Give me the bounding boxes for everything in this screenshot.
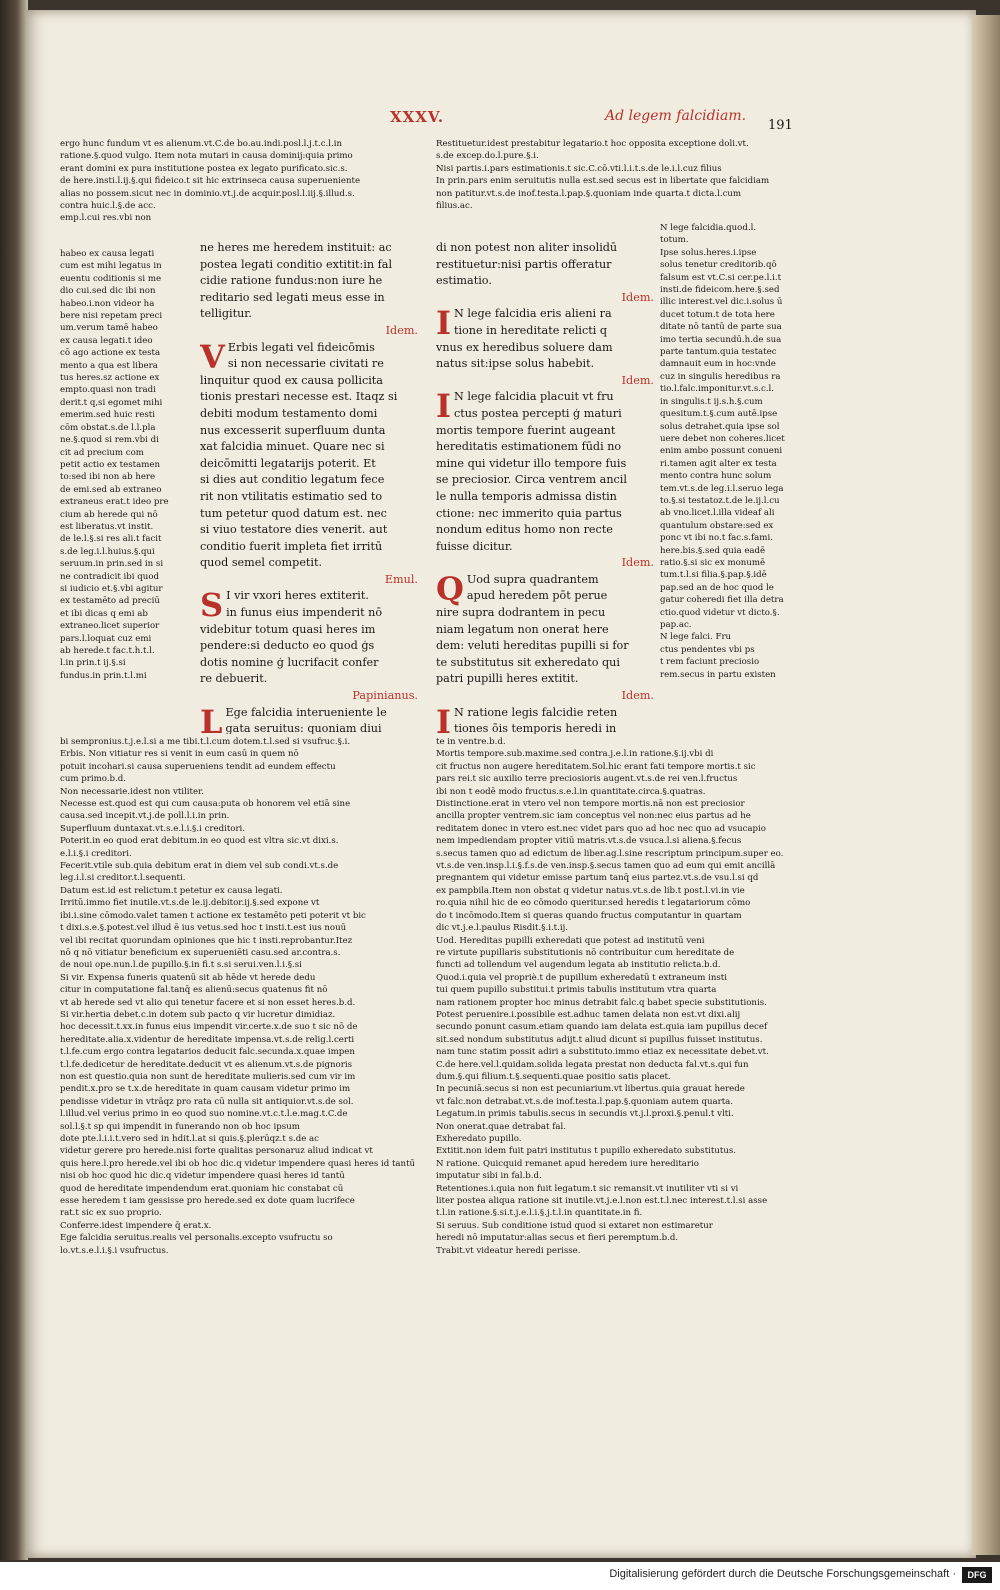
text-line: uere debet non coheres.licet <box>660 433 785 444</box>
text-line: t.l.fe.cum ergo contra legatarios deducit falc.secunda.x.quae impen <box>60 1047 355 1058</box>
text-line: Restituetur.idest prestabitur legatario.t hoc opposita exceptione doli.vt. <box>436 139 749 149</box>
text-line: Si seruus. Sub conditione istud quod si extaret non estimaretur <box>436 1220 713 1231</box>
text-line: petit actio ex testamen <box>60 459 160 470</box>
text-line: to.§.si testatoz.t.de le.ij.l.cu <box>660 495 780 506</box>
text-line: Ipse solus.heres.i.ipse <box>660 247 757 258</box>
text-line: ne heres me heredem instituit: ac <box>200 241 392 254</box>
text-line: damnauit eum in hoc:vnde <box>660 359 776 370</box>
text-line: gata seruitus: quoniam diui <box>225 722 382 734</box>
text-line: tum.t.l.si filia.§.pap.§.idē <box>660 570 767 581</box>
text-line: parte tantum.quia testatec <box>660 347 777 358</box>
text-line: tiones ōis temporis heredi in <box>453 722 617 734</box>
text-line: lo.vt.s.e.l.i.§.i vsufructus. <box>60 1245 169 1256</box>
rubric: Idem. <box>621 556 654 570</box>
text-line: nisi ob hoc quod hic dic.q videtur impendere quasi heres id tantū <box>60 1171 345 1182</box>
text-line: rit non vtilitatis estimatio sed to <box>200 489 383 503</box>
main-right-opening <box>436 240 654 290</box>
text-line: tum petetur quod datum est. nec <box>200 506 387 520</box>
text-line: totum. <box>660 235 689 246</box>
text-line: te in ventre.b.d. <box>436 737 506 747</box>
text-line: filius.ac. <box>436 201 473 212</box>
text-line: vnus ex heredibus soluere dam <box>436 340 613 354</box>
text-line: emp.l.cui res.vbi non <box>60 213 152 224</box>
rubric: Papinianus. <box>352 689 418 703</box>
text-line: tio.l.falc.imponitur.vt.s.c.l. <box>660 384 774 395</box>
text-line: imputatur sibi in fal.b.d. <box>436 1171 542 1182</box>
rubric: Idem. <box>621 373 654 387</box>
text-line: N ratione. Quicquid remanet apud heredem iure hereditario <box>436 1158 699 1169</box>
text-line: Exheredato pupillo. <box>436 1134 522 1144</box>
text-line: habeo.i.non videor ha <box>60 298 155 309</box>
text-line: linquitur quod ex causa pollicita <box>200 373 383 387</box>
text-line: dote pte.l.i.i.t.vero sed in hdit.l.at si quis.§.plerūqz.t s.de ac <box>60 1134 319 1144</box>
text-line: seruum.in prin.sed in si <box>60 559 164 570</box>
text-line: pendere:si deducto eo quod ģs <box>200 639 375 653</box>
running-title: Ad legem falcidiam. <box>605 108 747 124</box>
main-left-opening <box>200 240 418 323</box>
text-line: hereditate.alia.x.videntur de hereditate impensa.vt.s.de relig.l.certi <box>60 1034 355 1045</box>
rubric: Emul. <box>384 572 418 586</box>
text-line: conditio fuerit impleta fiet irritū <box>200 539 383 553</box>
text-line: telligitur. <box>200 307 252 321</box>
text-line: l.illud.vel verius primo in eo quod suo nomine.vt.c.t.l.e.mag.t.C.de <box>60 1109 348 1120</box>
text-line: falsum est vt.C.si cer.pe.l.i.t <box>660 272 782 283</box>
text-line: Datum est.id est relictum.t petetur ex causa legati. <box>60 885 283 896</box>
text-line: Si vir.hertia debet.c.in dotem sub pacto q vir lucretur dimidiaz. <box>60 1009 336 1020</box>
text-line: ex testamēto ad preciū <box>60 596 160 607</box>
text-line: citur in computatione fal.tanq̄ es alienū:secus quatenus fit nō <box>60 985 328 996</box>
gloss-right-bottom <box>436 736 826 1334</box>
text-line: ditate nō tantū de parte sua <box>660 322 782 333</box>
text-line: Legatum.in primis tabulis.secus in secundis vt.j.l.proxi.§.penul.t vlti. <box>436 1109 734 1120</box>
text-line: de noui ope.nun.l.de pupillo.§.in fi.t s.si serui.ven.l.i.§.si <box>60 960 302 971</box>
text-line: ro.quia nihil hic de eo cōmodo queritur.sed heredis t legatariorum cōmo <box>436 898 751 909</box>
text-line: ancilla propter ventrem.sic iam conceptus vel non:nec eius partus ad he <box>436 811 751 822</box>
text-line: N lege falci. Fru <box>660 632 732 643</box>
text-line: s.secus tamen quo ad edictum de liber.ag.l.sine rescriptum principum.super eo. <box>436 848 784 859</box>
red-initial-letter: S <box>200 586 224 625</box>
text-line: natus sit:ipse solus habebit. <box>436 357 595 371</box>
page-number: 191 <box>768 118 793 133</box>
gloss-right-side <box>660 222 828 734</box>
text-line: habeo ex causa legati <box>60 249 155 259</box>
text-line: se preciosior. Circa ventrem ancil <box>436 473 627 487</box>
text-line: t rem faciunt preciosio <box>660 657 760 668</box>
text-line: ergo hunc fundum vt es alienum.vt.C.de bo.au.indi.posl.l.j.t.c.l.in <box>60 139 343 149</box>
text-line: mortis tempore fuerint augeant <box>436 423 616 437</box>
text-line: Fecerit.vtile sub.quia debitum erat in diem vel sub condi.vt.s.de <box>60 861 339 872</box>
text-line: to:sed ibi non ab here <box>60 472 156 483</box>
text-line: di non potest non aliter insolidū <box>436 241 618 254</box>
left-page-edge <box>0 0 28 1560</box>
text-line: tus heres.sz actione ex <box>60 373 160 384</box>
main-text-right <box>436 240 654 734</box>
text-line: le nulla temporis admissa distin <box>436 489 617 503</box>
rubric: Idem. <box>621 689 654 703</box>
text-line: in singulis.t ij.s.h.§.cum <box>660 396 763 407</box>
text-line: non patitur.vt.s.de inof.testa.l.pap.§.quoniam inde quarta.t dicta.l.cum <box>436 188 742 199</box>
text-line: tui quem pupillo substitui.t primis tabulis institutum vtra quarta <box>436 985 717 996</box>
text-line: um.verum tamē habeo <box>60 323 158 334</box>
text-line: nō q nō vitiatur beneficium ex superueniēti casu.sed ar.contra.s. <box>60 947 341 958</box>
text-line: secundo ponunt casum.etiam quando iam delata est.quia iam pupillus decef <box>436 1022 768 1033</box>
text-line: illic interest.vel dic.i.solus ū <box>660 297 783 308</box>
text-line: s.de leg.i.l.huius.§.qui <box>60 546 155 557</box>
text-line: ratio.§.si sic ex monumē <box>660 557 766 568</box>
text-line: do t incōmodo.Item si queras quando fructus computantur in quartam <box>436 910 742 921</box>
text-line: Quod.i.quia vel propriè.t de pupillum exheredatū t extraneum insti <box>436 972 728 983</box>
text-line: cuz in singulis heredibus ra <box>660 371 781 382</box>
text-line: nus excesserit superfluum dunta <box>200 423 386 437</box>
text-line: potuit incohari.si causa superueniens tendit ad eundem effectu <box>60 761 336 772</box>
text-line: pregnantem qui videtur emisse partum tanq̄ eius partez.vt.s.de vsu.l.si qd <box>436 873 759 884</box>
text-line: nondum editus homo non recte <box>436 523 613 537</box>
text-line: Nisi partis.i.pars estimationis.t sic.C.cō.vti.l.i.t.s.de le.i.l.cuz filius <box>436 163 722 174</box>
text-line: videtur gerere pro herede.nisi forte qualitas personaruz aliud indicat vt <box>60 1146 373 1157</box>
text-line: ibi non t eodē modo fructus.s.e.l.in quantitate.circa.§.quatras. <box>436 786 706 797</box>
text-line: niam legatum non onerat here <box>436 622 609 636</box>
text-line: e.l.i.§.i creditori. <box>60 848 132 859</box>
text-line: Ege falcidia interueniente le <box>225 705 387 719</box>
text-line: s.de excep.do.l.pure.§.i. <box>436 151 539 162</box>
text-line: cium ab herede qui nō <box>60 509 158 520</box>
text-line: Erbis legati vel fideicōmis <box>227 340 375 354</box>
text-line: si viuo testatore dies venerit. aut <box>200 523 388 537</box>
text-line: Trabit.vt videatur heredi perisse. <box>436 1245 581 1256</box>
main-right-para2 <box>436 389 654 555</box>
red-initial-letter: I <box>436 387 451 426</box>
text-line: pars.l.loquat cuz emi <box>60 633 152 644</box>
main-left-para2 <box>200 588 418 688</box>
red-initial-letter: V <box>200 337 225 376</box>
text-line: gatur coheredi fiet illa detra <box>660 595 784 606</box>
text-line: cum primo.b.d. <box>60 774 126 785</box>
text-line: In pecuniā.secus si non est pecuniarium.vt libertus.quia grauat herede <box>436 1084 745 1095</box>
text-line: dotis nomine ģ lucrifacit confer <box>200 655 379 669</box>
text-line: insti.de fideicom.here.§.sed <box>660 285 780 296</box>
text-line: esse heredem t iam gessisse pro herede.sed ex dote quam lucrifece <box>60 1196 355 1207</box>
text-line: ibi.i.sine cōmodo.valet tamen t actione ex testamēto peti poterit vt bic <box>60 910 366 921</box>
text-line: debiti modum testamento domi <box>200 406 378 420</box>
text-line: reditario sed legati meus esse in <box>200 290 385 304</box>
text-line: ratione.§.quod vulgo. Item nota mutari in causa dominij:quia primo <box>60 151 353 162</box>
text-line: I vir vxori heres extiterit. <box>226 589 369 603</box>
text-line: heredi nō imputatur:alias secus et fieri peremptum.b.d. <box>436 1233 679 1244</box>
text-line: pendit.x.pro se t.x.de hereditate in quam causam videtur primo im <box>60 1084 351 1095</box>
text-line: erant domini ex pura institutione postea ex legato purificato.sic.s. <box>60 163 348 174</box>
text-line: cit ad precium com <box>60 447 144 458</box>
right-page-edge <box>972 15 1000 1555</box>
text-line: postea legati conditio extitit:in fal <box>200 257 393 271</box>
red-initial-letter: L <box>200 702 223 734</box>
text-line: extraneus erat.t ideo pre <box>60 497 169 508</box>
text-line: ctus pendentes vbi ps <box>660 644 755 655</box>
text-line: quis here.l.pro herede.vel ibi ob hoc dic.q videtur impendere quasi heres id tantū <box>60 1158 416 1169</box>
text-line: cō ago actione ex testa <box>60 348 161 359</box>
text-line: sit.sed nondum substitutus adijt.t aliud dicunt si pupillus fuisset institutus. <box>436 1034 763 1045</box>
text-line: extraneo.licet superior <box>60 621 160 632</box>
text-line: t.l.fe.dedicetur de hereditate.deducit vt es alienum.vt.s.de pignoris <box>60 1059 352 1070</box>
text-line: Uod supra quadrantem <box>466 572 599 586</box>
footer-credit: Digitalisierung gefördert durch die Deutsche Forschungsgemeinschaft · <box>609 1568 956 1580</box>
text-line: ne contradicit ibi quod <box>60 571 159 582</box>
text-line: dum.§.qui filium.t.§.sequenti.quae positio satis placet. <box>436 1071 671 1082</box>
text-line: quod de hereditate impendendum erat.quoniam hic constabat cū <box>60 1183 344 1194</box>
text-line: re virtute pupillaris substitutionis nō contribuitur cum hereditate de <box>436 947 735 958</box>
text-line: solus tenetur creditorib.qō <box>660 260 777 271</box>
text-line: contra huic.l.§.de acc. <box>60 201 156 212</box>
text-line: N lege falcidia.quod.l. <box>660 223 757 233</box>
text-line: estimatio. <box>436 274 492 288</box>
text-line: nem impediendam propter vitiū matris.vt.s.de vsuca.l.si aliena.§.fecus <box>436 836 742 847</box>
text-line: N ratione legis falcidie reten <box>453 705 618 719</box>
text-line: est liberatus.vt instit. <box>60 521 154 532</box>
text-line: Distinctione.erat in vtero vel non tempore mortis.nā non est preciosior <box>436 799 745 810</box>
text-line: vel ibi recitat quorundam opiniones que hic t insti.reprobantur.Itez <box>60 935 353 946</box>
text-line: vt ab herede sed vt alio qui tenetur facere et si non esset heres.b.d. <box>60 997 356 1008</box>
text-line: pap.ac. <box>660 620 692 630</box>
text-line: xat falcidia minuet. Quare nec si <box>200 440 385 454</box>
text-line: solus detrahet.quia ipse sol <box>660 421 780 432</box>
text-line: ab herede.t fac.t.h.t.l. <box>60 646 155 656</box>
text-line: t dixi.s.e.§.potest.vel illud ē ius vetus.sed hoc t insti.t.est ius nouū <box>60 923 347 934</box>
main-right-para3 <box>436 569 654 688</box>
text-line: alias no possem.sicut nec in dominio.vt.j.de acquir.posl.l.iij.§.illud.s. <box>60 188 355 199</box>
text-line: functi ad tollendum vel augendum legata ab institutio relicta.b.d. <box>436 960 721 971</box>
text-line: videbitur totum quasi heres im <box>200 622 376 636</box>
text-line: Potest peruenire.i.possibile est.adhuc tamen delata non est.vt dixi.alij <box>436 1009 741 1020</box>
text-line: Retentiones.i.quia non fuit legatum.t sic remansit.vt inutiliter vti si vi <box>436 1183 739 1194</box>
text-line: restituetur:nisi partis offeratur <box>436 257 612 271</box>
main-left-para1 <box>200 337 418 572</box>
text-line: dio cui.sed dic ibi non <box>60 286 156 297</box>
text-line: enim ambo possunt conueni <box>660 446 783 457</box>
text-line: Conferre.idest impendere q̄ erat.x. <box>60 1220 212 1231</box>
text-line: apud heredem pōt perue <box>466 589 608 603</box>
text-line: si iudicio et.§.vbi agitur <box>60 583 163 594</box>
text-line: reditatem donec in vtero est.nec videt pars quo ad hoc nec quo ad vsucapio <box>436 823 766 834</box>
text-line: quod semel competit. <box>200 556 323 570</box>
text-line: dem: veluti hereditas pupilli si for <box>436 639 629 653</box>
rubric: Idem. <box>621 290 654 304</box>
text-line: quantulum obstare:sed ex <box>660 520 774 531</box>
text-line: mento contra hunc solum <box>660 471 772 482</box>
text-line: de emi.sed ab extraneo <box>60 484 162 495</box>
folio-label: XXXV. <box>390 108 445 126</box>
text-line: quesitum.t.§.cum autē.ipse <box>660 409 778 420</box>
text-line: ctio.quod videtur vt dicto.§. <box>660 607 780 618</box>
main-left-para3 <box>200 702 418 734</box>
main-right-para4 <box>436 702 654 734</box>
text-line: l.in prin.t ij.§.si <box>60 658 126 669</box>
text-line: in funus eius impenderit nō <box>226 606 383 620</box>
text-line: pars rei.t sic auxilio terre preciosioris augent.vt.s.de rei ven.l.fructus <box>436 774 738 785</box>
text-line: tione in hereditate relicti q <box>453 323 608 337</box>
text-line: Uod. Hereditas pupilli exheredati que potest ad institutū veni <box>436 935 705 946</box>
text-line: Non necessarie.idest non vtiliter. <box>60 786 204 797</box>
text-line: rem.secus in partu existen <box>660 669 776 680</box>
text-line: vt.s.de ven.insp.l.i.§.f.s.de ven.insp.§.secus tamen quo ad eum qui emit ancillā <box>436 861 776 872</box>
text-line: N lege falcidia placuit vt fru <box>453 390 614 404</box>
text-line: deicōmitti legatarijs poterit. Et <box>200 456 376 470</box>
text-line: hereditatis estimationem fūdi no <box>436 440 622 454</box>
text-line: imo tertia secundū.h.de sua <box>660 334 782 345</box>
text-line: ex causa legati.t ideo <box>60 335 153 346</box>
text-line: rat.t sic ex suo proprio. <box>60 1208 162 1219</box>
text-line: liter postea aliqua ratione sit inutile.vt.j.e.l.non est.t.l.nec interest.t.l.si asse <box>436 1196 768 1207</box>
text-line: Extitit.non idem fuit patri institutus t pupillo exheredato substitutus. <box>436 1146 737 1157</box>
text-line: de here.insti.l.ij.§.qui fideico.t sit hic extrinseca causa superueniente <box>60 176 361 187</box>
text-line: si non necessarie civitati re <box>227 357 384 371</box>
text-line: Necesse est.quod est qui cum causa:puta ob honorem vel etiā sine <box>60 799 351 810</box>
dfg-logo: DFG <box>962 1567 992 1583</box>
text-line: leg.i.l.si creditor.t.l.sequenti. <box>60 873 186 884</box>
text-line: here.bis.§.sed quia eadē <box>660 545 766 556</box>
gloss-right-top <box>436 138 826 224</box>
text-line: Ege falcidia seruitus.realis vel personalis.excepto vsufructu so <box>60 1233 333 1244</box>
text-line: fuisse dicitur. <box>436 539 513 553</box>
rubric: Idem. <box>385 323 418 337</box>
footer-bar <box>0 1562 1000 1590</box>
main-text-left <box>200 240 418 734</box>
text-line: N lege falcidia eris alieni ra <box>453 307 612 321</box>
text-line: tem.vt.s.de leg.i.l.seruo lega <box>660 483 784 494</box>
text-line: sol.l.§.t sp qui impendit in funerando non ob hoc ipsum <box>60 1121 300 1132</box>
text-line: vt falc.non detrabat.vt.s.de inof.testa.l.pap.§.quoniam autem quarta. <box>436 1096 734 1107</box>
text-line: tionis prestari necesse est. Itaqz si <box>200 390 398 404</box>
red-initial-letter: I <box>436 304 451 343</box>
gloss-left-bottom <box>60 736 430 1334</box>
text-line: Erbis. Non vitiatur res si venit in eum casū in quem nō <box>60 749 299 760</box>
running-header <box>390 108 830 134</box>
text-line: dic vt.j.e.l.paulus Risdit.§.i.t.ij. <box>436 923 569 934</box>
text-line: hoc decessit.t.xx.in funus eius impendit vir.certe.x.de suo t sic nō de <box>60 1022 358 1033</box>
text-line: nam tunc statim possit adiri a substituto.immo etiaz ex necessitate debet.vt. <box>436 1047 769 1058</box>
text-line: emerim.sed huic resti <box>60 410 155 421</box>
text-line: ex pampbila.Item non obstat q videtur natus.vt.s.de lib.t post.l.vi.in vie <box>436 885 745 896</box>
text-line: cōm obstat.s.de l.l.pla <box>60 422 156 433</box>
text-line: euentu coditionis si me <box>60 273 162 284</box>
text-line: t.l.in ratione.§.si.t.j.e.l.i.§.j.t.l.in quantitate.in fi. <box>436 1208 643 1219</box>
text-line: cidie ratione fundus:non iure he <box>200 274 383 288</box>
text-line: derit.t q,si egomet mihi <box>60 397 163 408</box>
text-line: mine qui videtur illo tempore fuis <box>436 456 627 470</box>
text-line: et ibi dicas q emi ab <box>60 608 148 619</box>
red-initial-letter: I <box>436 702 451 734</box>
text-line: causa.sed incepit.vt.j.de poll.l.i.in prin. <box>60 811 230 822</box>
text-line: empto.quasi non tradi <box>60 385 156 396</box>
red-initial-letter: Q <box>436 569 464 608</box>
text-line: pap.sed an de hoc quod le <box>660 582 774 593</box>
text-line: de le.l.§.si res ali.t facit <box>60 534 162 545</box>
gloss-left-top <box>60 138 430 248</box>
main-right-para1 <box>436 306 654 372</box>
text-line: ri.tamen agit alter ex testa <box>660 458 777 469</box>
text-line: Si vir. Expensa funeris quatenū sit ab hēde vt herede dedu <box>60 972 316 983</box>
text-line: Poterit.in eo quod erat debitum.in eo quod est vltra sic.vt dixi.s. <box>60 836 339 847</box>
text-line: cum est mihi legatus in <box>60 261 162 272</box>
text-line: Superfluum duntaxat.vt.s.e.l.i.§.i creditori. <box>60 823 246 834</box>
text-line: bere nisi repetam preci <box>60 311 163 322</box>
text-line: fundus.in prin.t.l.mi <box>60 670 147 681</box>
text-line: non est questio.quia non sunt de hereditate mulieris.sed cum vir im <box>60 1071 356 1082</box>
text-line: ne.§.quod si rem.vbi di <box>60 435 159 446</box>
text-line: te substitutus sit exheredato qui <box>436 655 620 669</box>
text-line: Irritū.immo fiet inutile.vt.s.de le.ij.debitor.ij.§.sed expone vt <box>60 898 320 909</box>
text-line: ctione: nec immerito quia partus <box>436 506 622 520</box>
text-line: ctus postea percepti ģ maturi <box>453 406 622 420</box>
text-line: C.de here.vel.l.quidam.solida legata prestat non deducta fal.vt.s.qui fun <box>436 1059 749 1070</box>
text-line: re debuerit. <box>200 672 268 686</box>
text-line: bi sempronius.t.j.e.l.si a me tibi.t.l.cum dotem.t.l.sed si vsufruc.§.i. <box>60 737 351 747</box>
text-line: In prin.pars enim seruitutis nulla est.sed secus est in libertate que falcidiam <box>436 176 770 187</box>
text-line: ponc vt ibi no.t fac.s.fami. <box>660 533 773 544</box>
text-line: Non onerat.quae detrabat fal. <box>436 1121 567 1132</box>
gloss-left-side <box>60 248 188 734</box>
text-line: nam rationem propter hoc minus detrabit falc.q babet specie substitutionis. <box>436 997 767 1008</box>
text-line: ducet totum.t de tota here <box>660 309 775 320</box>
text-line: si dies aut conditio legatum fece <box>200 473 385 487</box>
text-line: ab vno.licet.l.illa videaf ali <box>660 508 775 519</box>
text-line: nire supra dodrantem in pecu <box>436 606 606 620</box>
text-line: patri pupilli heres extitit. <box>436 672 579 686</box>
text-line: cit fructus non augere hereditatem.Sol.hic erant fati tempore mortis.t sic <box>436 761 756 772</box>
text-line: Mortis tempore.sub.maxime.sed contra.j.e.l.in ratione.§.ij.vbi di <box>436 749 714 760</box>
text-line: mento a qua est libera <box>60 360 158 371</box>
text-line: pendisse videtur in vtrāqz pro rata cū nulla sit antiquior.vt.s.de sol. <box>60 1096 354 1107</box>
